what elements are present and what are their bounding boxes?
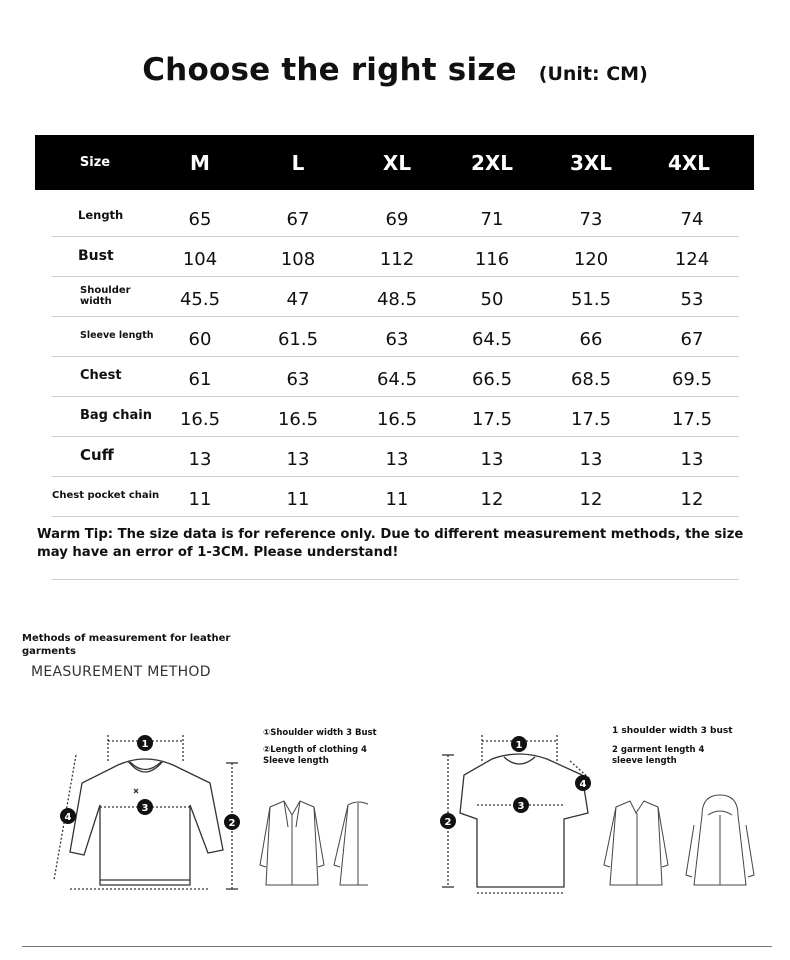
row-label: Cuff [80, 446, 114, 465]
table-cell: 66 [579, 328, 603, 350]
right-note-1: 1 shoulder width 3 bust [612, 726, 733, 736]
table-cell: 63 [385, 328, 409, 350]
table-row [52, 356, 739, 397]
sweater-diagram [48, 715, 368, 895]
table-row [52, 236, 739, 277]
table-row [52, 396, 739, 437]
unit-label: (Unit: CM) [538, 63, 648, 85]
table-row [52, 196, 739, 237]
size-header-bar [35, 135, 754, 190]
bottom-divider [22, 946, 772, 947]
table-cell: 66.5 [471, 368, 513, 390]
title-area [0, 52, 790, 100]
table-cell: 61.5 [277, 328, 319, 350]
right-note-2: 2 garment length 4 sleeve length [612, 745, 705, 766]
marker-3: 3 [517, 801, 525, 812]
table-cell: 16.5 [179, 408, 221, 430]
left-note-1: ①Shoulder width 3 Bust [263, 728, 377, 738]
row-label: Shoulder width [80, 284, 131, 307]
table-cell: 67 [286, 208, 310, 230]
table-row [52, 276, 739, 317]
table-row [52, 436, 739, 477]
table-cell: 17.5 [471, 408, 513, 430]
table-cell: 13 [385, 448, 409, 470]
left-note-2: ②Length of clothing 4 Sleeve length [263, 745, 367, 766]
table-row [52, 476, 739, 517]
table-cell: 13 [680, 448, 704, 470]
marker-3: 3 [141, 803, 149, 814]
table-cell: 104 [182, 248, 218, 270]
size-header-xl: XL [382, 150, 412, 175]
table-cell: 11 [188, 488, 212, 510]
table-cell: 51.5 [570, 288, 612, 310]
table-cell: 108 [280, 248, 316, 270]
table-cell: 124 [674, 248, 710, 270]
table-cell: 12 [480, 488, 504, 510]
table-cell: 60 [188, 328, 212, 350]
row-label: Bust [78, 247, 114, 264]
size-header-4xl: 4XL [667, 150, 711, 175]
marker-4: 4 [579, 779, 587, 790]
row-label: Length [78, 208, 124, 223]
table-cell: 48.5 [376, 288, 418, 310]
size-header-m: M [190, 150, 210, 175]
marker-4: 4 [64, 812, 72, 823]
table-cell: 13 [579, 448, 603, 470]
marker-1: 1 [141, 739, 149, 750]
table-cell: 16.5 [277, 408, 319, 430]
table-cell: 64.5 [376, 368, 418, 390]
table-cell: 61 [188, 368, 212, 390]
warm-tip: Warm Tip: The size data is for reference only. Due to different measurement methods, the size may have an error of 1-3CM. Please understand! [37, 527, 744, 560]
row-label: Chest [80, 367, 122, 383]
divider [52, 579, 739, 580]
table-row [52, 316, 739, 357]
table-cell: 47 [286, 288, 310, 310]
size-header-2xl: 2XL [470, 150, 514, 175]
table-cell: 13 [188, 448, 212, 470]
table-cell: 69 [385, 208, 409, 230]
table-cell: 11 [385, 488, 409, 510]
size-column-label: Size [79, 155, 111, 170]
marker-2: 2 [228, 818, 236, 829]
table-cell: 69.5 [671, 368, 713, 390]
table-cell: 13 [480, 448, 504, 470]
table-cell: 13 [286, 448, 310, 470]
row-label: Chest pocket chain [52, 490, 160, 502]
table-cell: 63 [286, 368, 310, 390]
row-label: Bag chain [80, 407, 152, 423]
table-cell: 17.5 [570, 408, 612, 430]
marker-1: 1 [515, 740, 523, 751]
marker-2: 2 [444, 817, 452, 828]
table-cell: 120 [573, 248, 609, 270]
tshirt-diagram [432, 715, 772, 895]
table-cell: 17.5 [671, 408, 713, 430]
table-cell: 67 [680, 328, 704, 350]
table-cell: 65 [188, 208, 212, 230]
table-cell: 16.5 [376, 408, 418, 430]
table-cell: 71 [480, 208, 504, 230]
table-cell: 73 [579, 208, 603, 230]
table-cell: 53 [680, 288, 704, 310]
table-cell: 68.5 [570, 368, 612, 390]
size-header-l: L [291, 150, 305, 175]
size-header-3xl: 3XL [569, 150, 613, 175]
table-cell: 12 [579, 488, 603, 510]
table-cell: 50 [480, 288, 504, 310]
table-cell: 74 [680, 208, 704, 230]
table-cell: 11 [286, 488, 310, 510]
table-cell: 112 [379, 248, 415, 270]
row-label: Sleeve length [80, 329, 154, 341]
method-title: MEASUREMENT METHOD [31, 664, 211, 680]
table-cell: 64.5 [471, 328, 513, 350]
page-title: Choose the right size [142, 52, 517, 88]
table-cell: 116 [474, 248, 510, 270]
table-cell: 12 [680, 488, 704, 510]
method-subtitle: Methods of measurement for leather garments [22, 633, 231, 657]
table-cell: 45.5 [179, 288, 221, 310]
